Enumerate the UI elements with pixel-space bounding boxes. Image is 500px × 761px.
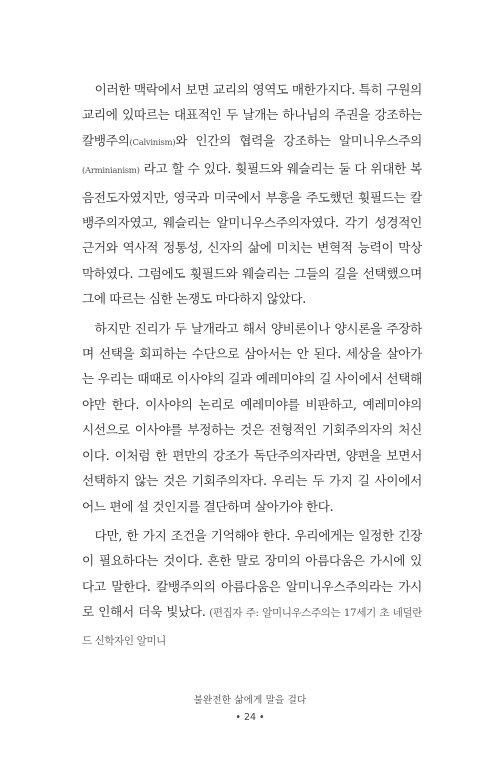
paragraph-3-text: 다만, 한 가지 조건을 기억해야 한다. 우리에게는 일정한 긴장이 필요하다는 것이다. 흔한 말로 장미의 아름다움은 가시에 있다고 말한다. 칼뱅주의의 아름다움은 알미니우스주의라는 가시로 인해서 더욱 빛났다. xyxy=(82,527,422,620)
paragraph-2: 하지만 진리가 두 날개라고 해서 양비론이나 양시론을 주장하며 선택을 회피하는 수단으로 삼아서는 안 된다. 세상을 살아가는 우리는 때때로 이사야의 길과 예레미야의 길 사이에서 선택해야만 한다. 이사야의 논리로 예레미야를 비판하고, 예레미야의 시선으로 이사야를 부정하는 것은 전형적인 기회주의자의 처신이다. 이처럼 한 편만의 강조가 독단주의자라면, 양편을 보면서 선택하지 않는 것은 기회주의자다. 우리는 두 가지 길 사이에서 어느 편에 설 것인지를 결단하며 살아가야 한다. xyxy=(82,320,422,514)
page-footer xyxy=(0,692,500,723)
paragraph-1-text-c: 라고 할 수 있다. 휫필드와 웨슬리는 둘 다 위대한 복음전도자였지만, 영국과 미국에서 부흥을 주도했던 휫필드는 칼뱅주의자였고, 웨슬리는 알미니우스주의자였다. 각기 성경적인 근거와 역사적 정통성, 신자의 삶에 미치는 변혁적 능력이 막상막하였다. 그럼에도 휫필드와 웨슬리는 그들의 길을 선택했으며 그에 따르는 심한 논쟁도 마다하지 않았다. xyxy=(82,161,422,307)
paragraph-1-text-a: 이러한 맥락에서 보면 교리의 영역도 매한가지다. 특히 구원의 교리에 있따르는 대표적인 두 날개는 하나님의 주권을 강조하는 칼뱅주의 xyxy=(82,82,422,148)
arminianism-annotation: (Arminianism) xyxy=(82,166,140,177)
body-text xyxy=(82,77,422,658)
paragraph-1-text-b: 와 인간의 협력을 강조하는 알미니우스주의 xyxy=(175,132,422,148)
paragraph-1 xyxy=(82,77,422,312)
page-number: • 24 • xyxy=(235,712,265,723)
book-title: 불완전한 삶에게 말을 걸다 xyxy=(193,695,307,706)
paragraph-3 xyxy=(82,523,422,654)
calvinism-annotation: (Calvinism) xyxy=(129,137,176,148)
editor-note: (편집자 주: 알미니우스주의는 17세기 초 네덜란드 신학자인 알미니 xyxy=(82,607,422,647)
